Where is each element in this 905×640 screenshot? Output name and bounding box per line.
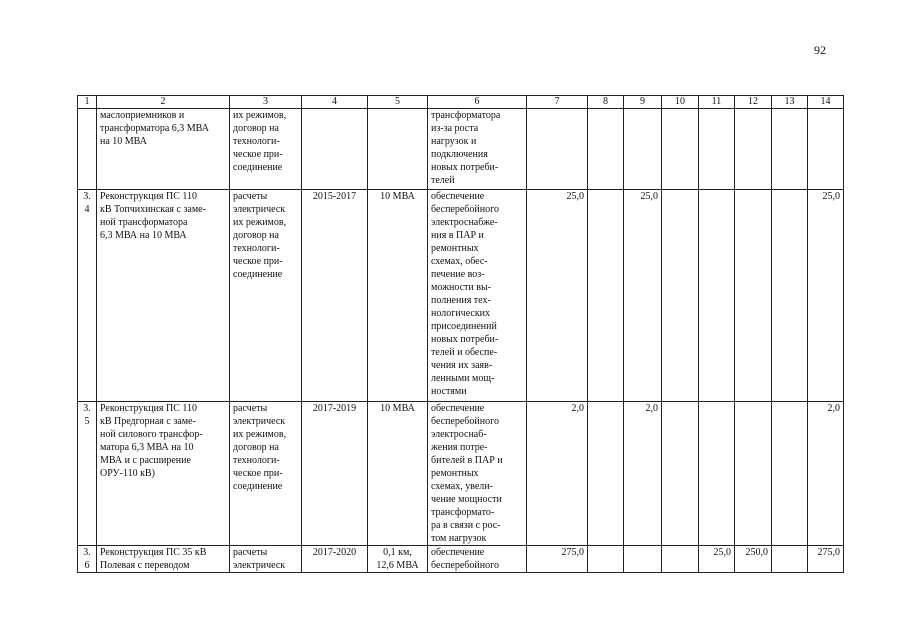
- cell-purpose: обеспечение бесперебойного электроснаб- жения потре- бителей в ПАР и ремонтных схемах, увели- чение мощности трансформато- ра в связи с рос- том нагрузок: [428, 402, 527, 546]
- cell-capacity: 10 МВА: [368, 190, 428, 402]
- cell-basis: расчеты электрическ их режимов, договор на технологи- ческое при- соединение: [230, 402, 302, 546]
- cell-col-10: [662, 109, 699, 190]
- cell-col-12: [735, 402, 772, 546]
- table-header-row: [78, 96, 844, 109]
- cell-col-9: [624, 546, 662, 573]
- cell-capacity: 0,1 км, 12,6 МВА: [368, 546, 428, 573]
- cell-col-7: 25,0: [527, 190, 588, 402]
- cell-col-11: 25,0: [699, 546, 735, 573]
- cell-col-9: 25,0: [624, 190, 662, 402]
- cell-col-10: [662, 190, 699, 402]
- table-row: [78, 402, 844, 546]
- cell-col-7: 2,0: [527, 402, 588, 546]
- cell-col-13: [772, 546, 808, 573]
- column-header: 13: [772, 96, 808, 109]
- cell-col-7: 275,0: [527, 546, 588, 573]
- column-header: 6: [428, 96, 527, 109]
- column-header: 9: [624, 96, 662, 109]
- column-header: 7: [527, 96, 588, 109]
- cell-period: [302, 109, 368, 190]
- cell-col-8: [588, 546, 624, 573]
- cell-col-14: 275,0: [808, 546, 844, 573]
- column-header: 3: [230, 96, 302, 109]
- investment-table: [77, 95, 844, 573]
- cell-basis: их режимов, договор на технологи- ческое при- соединение: [230, 109, 302, 190]
- column-header: 10: [662, 96, 699, 109]
- cell-capacity: [368, 109, 428, 190]
- table-row: [78, 109, 844, 190]
- column-header: 5: [368, 96, 428, 109]
- cell-col-11: [699, 109, 735, 190]
- cell-purpose: трансформатора из-за роста нагрузок и подключения новых потреби- телей: [428, 109, 527, 190]
- cell-period: 2017-2019: [302, 402, 368, 546]
- cell-basis: расчеты электрическ: [230, 546, 302, 573]
- cell-item-number: 3.6: [78, 546, 97, 573]
- cell-col-8: [588, 190, 624, 402]
- cell-item-number: [78, 109, 97, 190]
- cell-col-8: [588, 109, 624, 190]
- cell-project-name: Реконструкция ПС 35 кВ Полевая с переводом: [97, 546, 230, 573]
- cell-col-11: [699, 190, 735, 402]
- cell-period: 2015-2017: [302, 190, 368, 402]
- cell-col-8: [588, 402, 624, 546]
- cell-col-12: [735, 109, 772, 190]
- page-number: 92: [814, 43, 826, 57]
- table-row: [78, 190, 844, 402]
- cell-col-7: [527, 109, 588, 190]
- cell-col-9: 2,0: [624, 402, 662, 546]
- cell-col-9: [624, 109, 662, 190]
- column-header: 8: [588, 96, 624, 109]
- cell-purpose: обеспечение бесперебойного: [428, 546, 527, 573]
- column-header: 1: [78, 96, 97, 109]
- cell-col-12: 250,0: [735, 546, 772, 573]
- cell-purpose: обеспечение бесперебойного электроснабже- ния в ПАР и ремонтных схемах, обес- печение воз- можности вы- полнения тех- нологических присоединений новых потреби- телей и обеспе- чения их заяв- ленными мощ- ностями: [428, 190, 527, 402]
- column-header: 14: [808, 96, 844, 109]
- cell-capacity: 10 МВА: [368, 402, 428, 546]
- cell-project-name: Реконструкция ПС 110 кВ Предгорная с заме- ной силового трансфор- матора 6,3 МВА на 10 МВА и с расширение ОРУ-110 кВ): [97, 402, 230, 546]
- cell-col-10: [662, 402, 699, 546]
- cell-project-name: Реконструкция ПС 110 кВ Топчихинская с заме- ной трансформатора 6,3 МВА на 10 МВА: [97, 190, 230, 402]
- column-header: 12: [735, 96, 772, 109]
- cell-col-12: [735, 190, 772, 402]
- cell-basis: расчеты электрическ их режимов, договор на технологи- ческое при- соединение: [230, 190, 302, 402]
- cell-project-name: маслоприемников и трансформатора 6,3 МВА на 10 МВА: [97, 109, 230, 190]
- column-header: 2: [97, 96, 230, 109]
- cell-col-13: [772, 190, 808, 402]
- column-header: 4: [302, 96, 368, 109]
- cell-item-number: 3.5: [78, 402, 97, 546]
- cell-item-number: 3.4: [78, 190, 97, 402]
- cell-col-13: [772, 402, 808, 546]
- cell-col-11: [699, 402, 735, 546]
- table-row: [78, 546, 844, 573]
- cell-col-13: [772, 109, 808, 190]
- column-header: 11: [699, 96, 735, 109]
- cell-col-14: 25,0: [808, 190, 844, 402]
- cell-col-14: 2,0: [808, 402, 844, 546]
- cell-period: 2017-2020: [302, 546, 368, 573]
- cell-col-14: [808, 109, 844, 190]
- cell-col-10: [662, 546, 699, 573]
